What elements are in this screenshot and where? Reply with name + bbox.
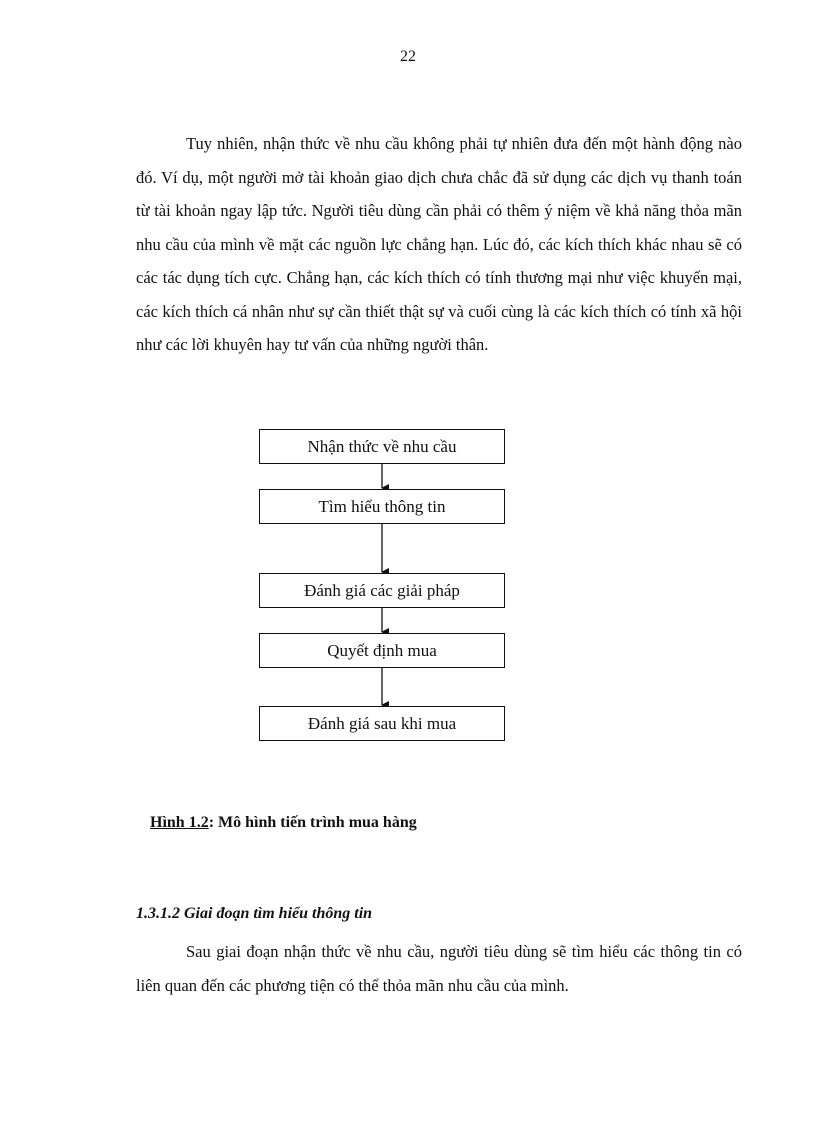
flow-step-need-recognition: Nhận thức về nhu cầu [259,429,505,464]
flow-step-evaluate-alternatives: Đánh giá các giải pháp [259,573,505,608]
section-heading: 1.3.1.2 Giai đoạn tìm hiểu thông tin [136,905,373,922]
body-paragraph-2: Sau giai đoạn nhận thức về nhu cầu, người tiêu dùng sẽ tìm hiểu các thông tin có liên quan đến các phương tiện có thể thỏa mãn nhu cầu của mình. [136,942,742,995]
figure-label: Hình 1.2 [150,814,209,831]
body-paragraph-1: Tuy nhiên, nhận thức về nhu cầu không phải tự nhiên đưa đến một hành động nào đó. Ví dụ, một người mở tài khoản giao dịch chưa chắc đã sử dụng các dịch vụ thanh toán từ tài khoản ngay lập tức. Người tiêu dùng cần phải có thêm ý niệm về khả năng thỏa mãn nhu cầu của mình về mặt các nguồn lực chẳng hạn. Lúc đó, các kích thích khác nhau sẽ có các tác dụng tích cực. Chẳng hạn, các kích thích có tính thương mại như việc khuyến mại, các kích thích cá nhân như sự cần thiết thật sự và cuối cùng là các kích thích có tính xã hội như các lời khuyên hay tư vấn của những người thân. [136,134,742,354]
flow-step-information-search: Tìm hiểu thông tin [259,489,505,524]
figure-title: : Mô hình tiến trình mua hàng [208,814,417,831]
flow-step-purchase-decision: Quyết định mua [259,633,505,668]
flow-step-post-purchase-evaluation: Đánh giá sau khi mua [259,706,505,741]
figure-caption [150,814,417,832]
page-number: 22 [400,48,416,65]
